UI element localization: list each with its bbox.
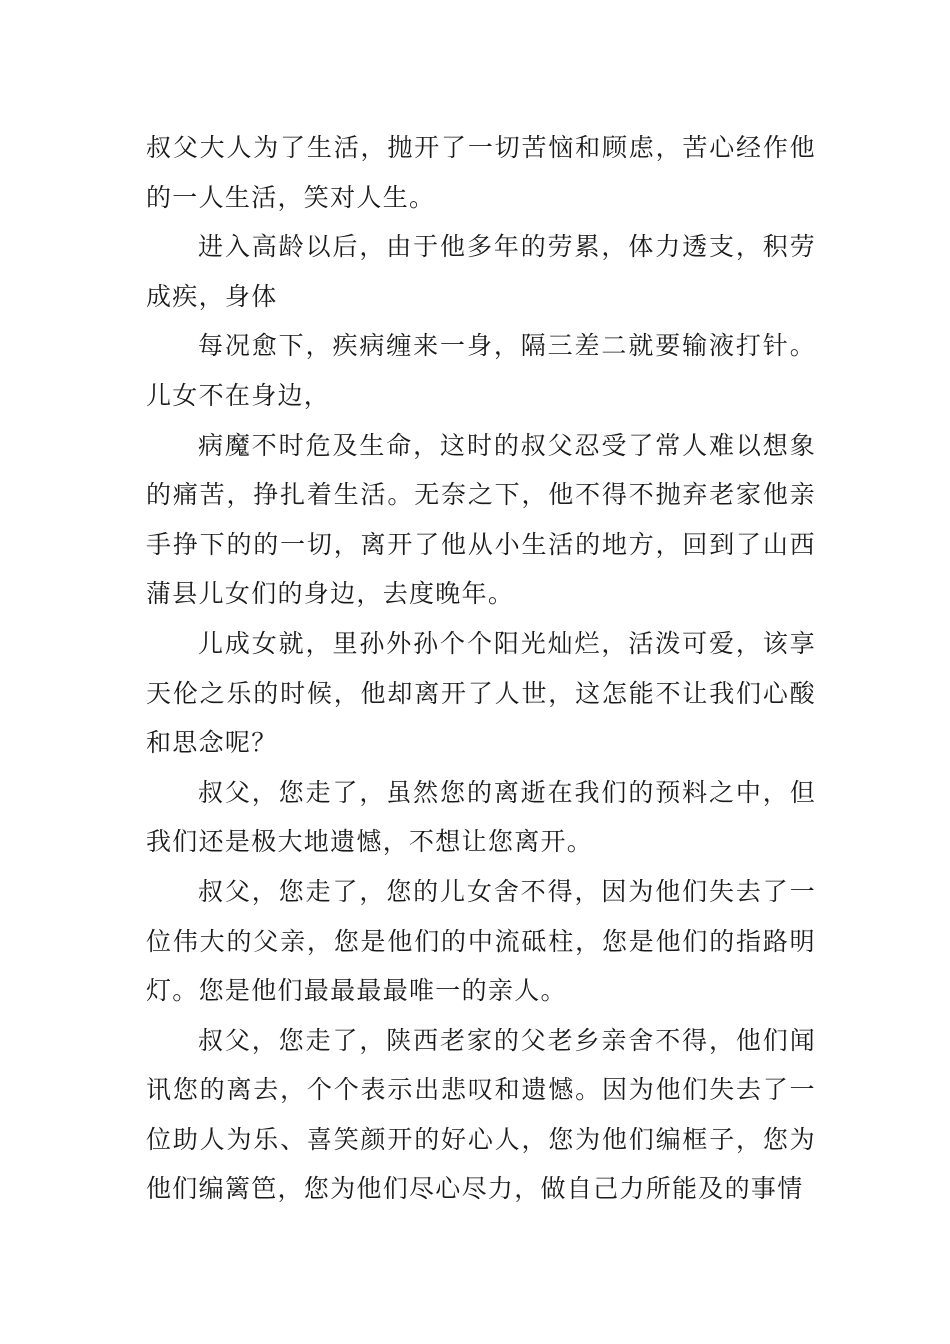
paragraph: 进入高龄以后，由于他多年的劳累，体力透支，积劳成疾，身体 — [146, 232, 816, 311]
paragraph: 叔父大人为了生活，抛开了一切苦恼和顾虑，苦心经作他的一人生活，笑对人生。 — [146, 133, 816, 212]
paragraph: 叔父，您走了，陕西老家的父老乡亲舍不得，他们闻讯您的离去，个个表示出悲叹和遗憾。因为他们失去了一位助人为乐、喜笑颜开的好心人，您为他们编框子，您为他们编篱笆，您为他们尽心尽力，做自己力所能及的事情 — [146, 1025, 816, 1204]
paragraph: 叔父，您走了，虽然您的离逝在我们的预料之中，但我们还是极大地遗憾，不想让您离开。 — [146, 777, 816, 857]
paragraph: 每况愈下，疾病缠来一身，隔三差二就要输液打针。儿女不在身边， — [146, 331, 816, 410]
body-text — [146, 123, 816, 1214]
paragraph: 叔父，您走了，您的儿女舍不得，因为他们失去了一位伟大的父亲，您是他们的中流砥柱，您是他们的指路明灯。您是他们最最最最唯一的亲人。 — [146, 876, 816, 1006]
paragraph: 儿成女就，里孙外孙个个阳光灿烂，活泼可爱，该享天伦之乐的时候，他却离开了人世，这怎能不让我们心酸和思念呢？ — [146, 628, 816, 758]
paragraph: 病魔不时危及生命，这时的叔父忍受了常人难以想象的痛苦，挣扎着生活。无奈之下，他不得不抛弃老家他亲手挣下的的一切，离开了他从小生活的地方，回到了山西蒲县儿女们的身边，去度晚年。 — [146, 430, 816, 609]
